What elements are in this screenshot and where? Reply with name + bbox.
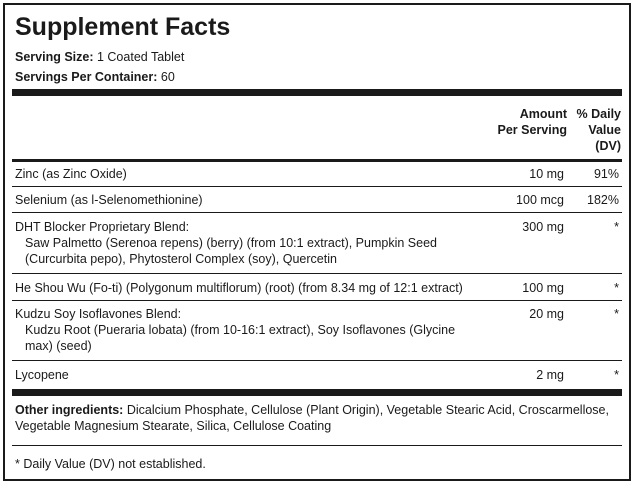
nutrient-dv: 182% (587, 193, 619, 207)
dv-header-line3: (DV) (595, 139, 621, 153)
serving-size (15, 50, 184, 64)
row-divider (12, 212, 622, 213)
nutrient-row-dht-blend (15, 219, 619, 269)
blend-ingredients-line1: Kudzu Root (Pueraria lobata) (from 10-16:1 extract), Soy Isoflavones (Glycine (25, 323, 456, 337)
amount-header-line2: Per Serving (497, 123, 567, 137)
footnote: * Daily Value (DV) not established. (15, 457, 206, 471)
other-ingredients-line2: Vegetable Magnesium Stearate, Silica, Cellulose Coating (15, 419, 332, 433)
servings-per-container-value: 60 (160, 70, 175, 84)
nutrient-name: Zinc (as Zinc Oxide) (15, 167, 127, 181)
blend-ingredients-line2: (Curcurbita pepo), Phytosterol Complex (soy), Quercetin (25, 252, 337, 266)
row-divider (12, 273, 622, 274)
serving-size-value: 1 Coated Tablet (96, 50, 185, 64)
row-divider (12, 186, 622, 187)
nutrient-amount: 10 mg (529, 167, 564, 181)
nutrient-amount: 2 mg (536, 368, 564, 382)
other-ingredients-label: Other ingredients: (15, 403, 124, 417)
other-ingredients-line1: Dicalcium Phosphate, Cellulose (Plant Origin), Vegetable Stearic Acid, Croscarmellose, (123, 403, 609, 417)
nutrient-dv: 91% (593, 167, 619, 181)
servings-per-container (15, 70, 175, 84)
nutrient-name: Lycopene (15, 368, 69, 382)
panel-title: Supplement Facts (15, 13, 231, 41)
other-ingredients (15, 402, 615, 434)
row-divider (12, 300, 622, 301)
nutrient-amount: 20 mg (529, 307, 564, 321)
nutrient-dv: * (614, 281, 619, 295)
servings-per-container-label: Servings Per Container: (15, 70, 158, 84)
nutrient-name: DHT Blocker Proprietary Blend: (15, 220, 190, 234)
nutrient-name: Kudzu Soy Isoflavones Blend: (15, 307, 182, 321)
supplement-facts-panel (3, 3, 631, 481)
blend-ingredients-line1: Saw Palmetto (Serenoa repens) (berry) (from 10:1 extract), Pumpkin Seed (25, 236, 437, 250)
nutrient-dv: * (614, 307, 619, 321)
serving-size-label: Serving Size: (15, 50, 94, 64)
daily-value-header (577, 106, 621, 154)
nutrient-name: He Shou Wu (Fo-ti) (Polygonum multiflorum) (root) (from 8.34 mg of 12:1 extract) (15, 281, 463, 295)
dv-header-line2: Value (588, 123, 621, 137)
divider-thick-bottom (12, 389, 622, 396)
nutrient-amount: 300 mg (522, 220, 564, 234)
row-divider (12, 445, 622, 446)
divider-thick (12, 89, 622, 96)
nutrient-dv: * (614, 220, 619, 234)
blend-ingredients-line2: max) (seed) (25, 339, 92, 353)
nutrient-name: Selenium (as l-Selenomethionine) (15, 193, 203, 207)
amount-header-line1: Amount (519, 107, 567, 121)
dv-header-line1: % Daily (576, 107, 621, 121)
nutrient-dv: * (614, 368, 619, 382)
nutrient-amount: 100 mcg (516, 193, 564, 207)
row-divider (12, 360, 622, 361)
amount-per-serving-header (498, 106, 567, 138)
divider-header (12, 159, 622, 162)
nutrient-amount: 100 mg (522, 281, 564, 295)
nutrient-row-kudzu-blend (15, 306, 619, 356)
